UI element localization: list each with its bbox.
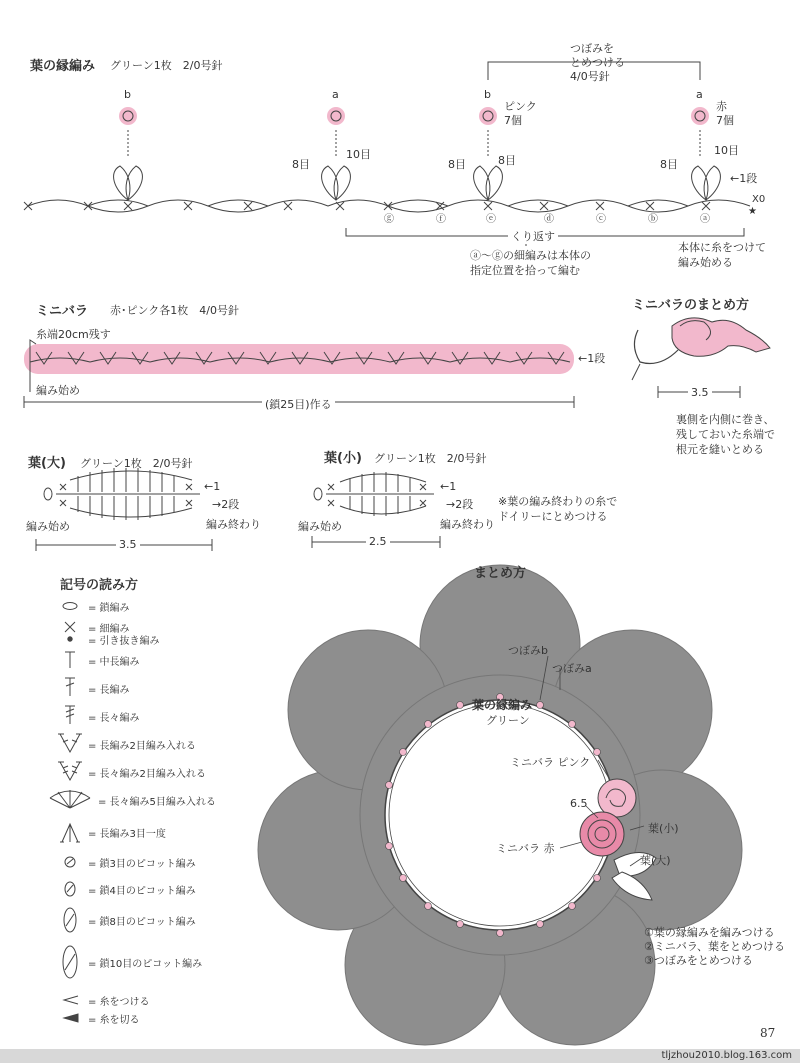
legend-text: = 糸をつける: [88, 996, 150, 1008]
rose-note-1: 裏側を内側に巻き、: [676, 413, 775, 426]
leaf-small-size: 2.5: [366, 535, 390, 548]
rose-assembly-title: ミニバラのまとめ方: [632, 298, 750, 313]
marker-note-1: ⓐ～ⓖの細編みは本体の: [470, 249, 591, 262]
leaf-large-row2: →2段: [212, 498, 240, 511]
leaf-small-start: 編み始め: [298, 520, 342, 533]
red-label: 赤: [716, 100, 727, 113]
edging-spec: グリーン1枚 2/0号針: [110, 59, 223, 72]
marker-e: ⓔ: [486, 214, 496, 225]
mini-rose-start: 編み始め: [36, 384, 80, 397]
leaf-large-row1: ←1: [204, 480, 221, 493]
rose-assembly-note: [676, 412, 775, 457]
legend-text: = 鎖4目のピコット編み: [88, 885, 196, 897]
legend-item-slip: [60, 629, 160, 649]
legend-text: = 長々編み5目編み入れる: [98, 796, 216, 808]
legend-item-join: [60, 990, 150, 1010]
leaf-note-2: ドイリーにとめつける: [498, 510, 608, 523]
leaf-small-chart: [314, 472, 434, 516]
legend-text: = 鎖8目のピコット編み: [88, 916, 196, 928]
page-number: 87: [760, 1026, 776, 1040]
pink-bud-note: [504, 100, 537, 128]
marker-f: ⓕ: [436, 214, 446, 225]
edging-row-1: ←1段: [730, 172, 758, 185]
edging-10-stitches-1: 10目: [346, 148, 371, 161]
legend-item-cut: [60, 1008, 140, 1028]
start-note-1: 本体に糸をつけて: [678, 241, 766, 254]
edging-8-stitches-1: 8目: [292, 158, 310, 171]
legend-item-tr-shell: [70, 790, 216, 810]
mini-rose-row: ←1段: [578, 352, 606, 365]
legend-text: = 長々編み2目編み入れる: [88, 768, 206, 780]
bud-label-a1: a: [332, 88, 339, 101]
pink-count: 7個: [504, 114, 522, 127]
leaf-large-chart: [44, 468, 200, 520]
edging-8-stitches-3: 8目: [498, 154, 516, 167]
legend-item-dc-inc: [60, 734, 196, 754]
edging-8-stitches-4: 8目: [660, 158, 678, 171]
assembly-step-2: ②ミニバラ、葉をとめつける: [644, 940, 785, 953]
legend-item-picot4: [60, 879, 196, 899]
legend-text: = 鎖編み: [88, 602, 130, 614]
bud-label-b1: b: [124, 88, 131, 101]
legend-item-dc3tog: [60, 822, 166, 842]
mini-rose-spec: 赤･ピンク各1枚 4/0号針: [110, 304, 239, 317]
assembly-title: まとめ方: [474, 566, 527, 581]
leaf-large-size: 3.5: [116, 538, 140, 551]
label-rose-red: ミニバラ 赤: [496, 842, 555, 855]
red-count: 7個: [716, 114, 734, 127]
legend-item-tr-inc: [60, 762, 206, 782]
leaf-large-end: 編み終わり: [206, 518, 261, 531]
bud-label-b2: b: [484, 88, 491, 101]
label-leaf-small: 葉(小): [648, 822, 679, 835]
marker-d: ⓓ: [544, 214, 554, 225]
edging-x-marks: [24, 202, 710, 210]
assembly-steps: [644, 926, 785, 968]
legend-text: = 長編み2目編み入れる: [88, 740, 196, 752]
label-green: グリーン: [486, 714, 530, 727]
callout-line-2: とめつける: [570, 56, 625, 69]
edging-star: ★: [748, 206, 757, 217]
repeat-label: くり返す: [508, 228, 558, 244]
edging-8-stitches-2: 8目: [448, 158, 466, 171]
bud-arrows: [128, 130, 700, 158]
edging-10-stitches-2: 10目: [714, 144, 739, 157]
assembly-step-1: ①葉の縁編みを編みつける: [644, 926, 775, 939]
marker-g: ⓖ: [384, 214, 394, 225]
rose-note-2: 残しておいた糸端で: [676, 428, 775, 441]
edging-title: 葉の縁編み: [30, 59, 96, 74]
edging-buds: [119, 107, 709, 125]
callout-line-1: つぼみを: [570, 42, 614, 55]
legend-text: = 鎖10目のピコット編み: [88, 958, 203, 970]
leaf-small-row2: →2段: [446, 498, 474, 511]
edging-leaves: [114, 166, 721, 200]
legend-text: = 中長編み: [88, 656, 140, 668]
footer-credit: tljzhou2010.blog.163.com: [661, 1050, 792, 1061]
legend-title: 記号の読み方: [60, 578, 139, 593]
leaf-small-note: [498, 494, 617, 524]
edging-x0: X0: [752, 194, 766, 205]
mini-rose-title: ミニバラ: [36, 304, 89, 319]
marker-a: ⓐ: [700, 214, 710, 225]
label-rose-pink: ミニバラ ピンク: [510, 756, 591, 769]
leaf-note-1: ※葉の編み終わりの糸で: [498, 495, 618, 508]
rose-note-3: 根元を縫いとめる: [676, 443, 764, 456]
label-leaf-large: 葉(大): [640, 854, 671, 867]
doily-flower: [258, 565, 742, 1045]
bud-label-a2: a: [696, 88, 703, 101]
leaf-small-title: 葉(小): [324, 451, 362, 466]
legend-text: = 鎖3目のピコット編み: [88, 858, 196, 870]
pink-label: ピンク: [504, 100, 537, 113]
callout-line-3: 4/0号針: [570, 70, 610, 83]
leaf-small-row1: ←1: [440, 480, 457, 493]
marker-c: ⓒ: [596, 214, 606, 225]
legend-text: = 糸を切る: [88, 1014, 140, 1026]
leaf-large-title: 葉(大): [28, 456, 66, 471]
legend-item-tr: [60, 706, 140, 726]
marker-note-2: 指定位置を拾って編む: [470, 264, 580, 277]
label-size: 6.5: [570, 797, 588, 810]
legend-item-picot3: [60, 852, 196, 872]
mini-rose-chain: (鎖25目)作る: [262, 396, 335, 412]
legend-text: = 引き抜き編み: [88, 635, 160, 647]
legend-item-dc: [60, 678, 130, 698]
legend-item-picot10: [60, 952, 202, 972]
legend-item-picot8: [60, 910, 196, 930]
callout-note: [570, 42, 625, 84]
rose-assembly-size: 3.5: [688, 386, 712, 399]
leaf-large-spec: グリーン1枚 2/0号針: [80, 457, 193, 470]
legend-text: = 細編み: [88, 623, 130, 635]
edging-start-note: [678, 240, 766, 270]
legend-item-hdc: [60, 650, 140, 670]
leaf-large-start: 編み始め: [26, 520, 70, 533]
legend-text: = 長編み3目一度: [88, 828, 166, 840]
legend-text: = 長編み: [88, 684, 130, 696]
red-bud-note: [716, 100, 734, 128]
legend-item-chain: [60, 596, 130, 616]
rolled-rose-illustration: [632, 318, 770, 380]
assembly-step-3: ③つぼみをとめつける: [644, 954, 753, 967]
start-note-2: 編み始める: [678, 256, 733, 269]
leaf-small-end: 編み終わり: [440, 518, 495, 531]
mini-rose-strip: [24, 344, 574, 374]
leaf-small-spec: グリーン1枚 2/0号針: [374, 452, 487, 465]
marker-b: ⓑ: [648, 214, 658, 225]
mini-rose-tail: 糸端20cm残す: [36, 328, 111, 341]
footer-bar: [0, 1049, 800, 1063]
legend-text: = 長々編み: [88, 712, 140, 724]
edging-marker-note: [470, 248, 591, 278]
label-bud-a: つぼみa: [552, 662, 592, 675]
label-edging: 葉の縁編み: [472, 698, 533, 712]
label-bud-b: つぼみb: [508, 644, 548, 657]
